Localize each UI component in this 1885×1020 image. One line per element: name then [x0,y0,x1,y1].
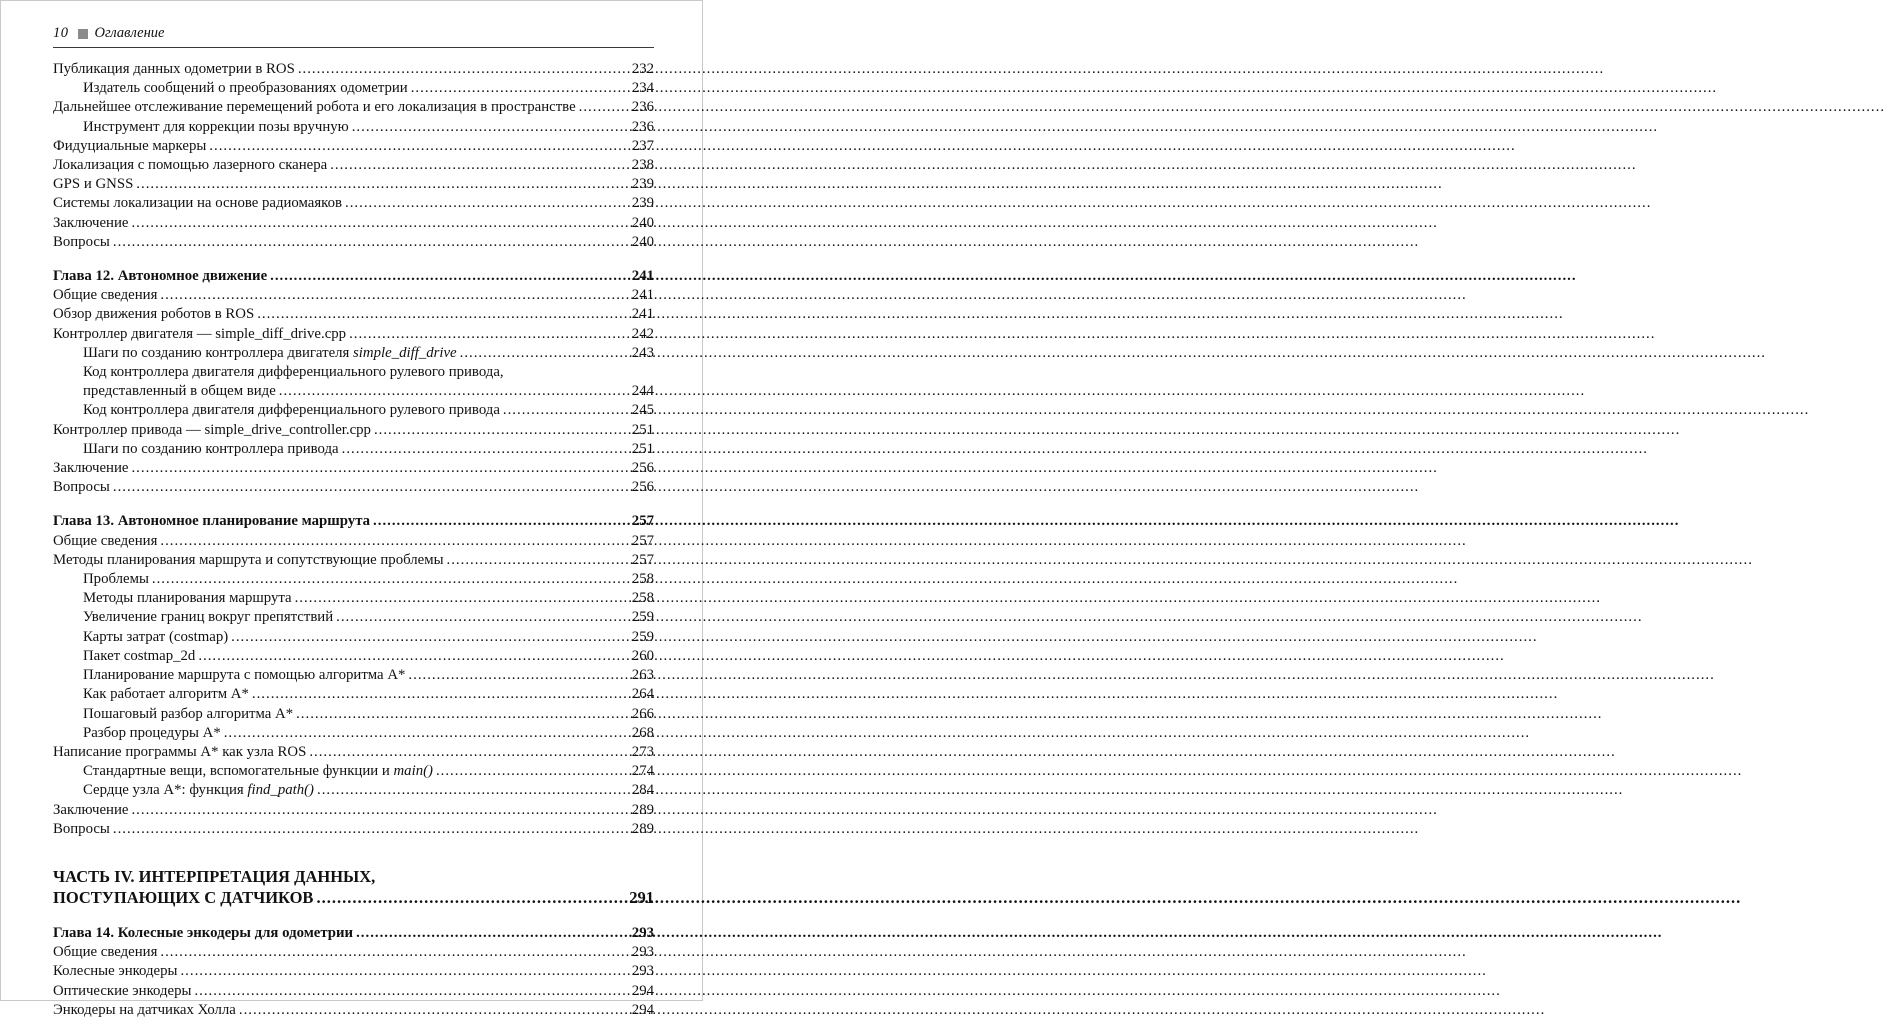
toc-entry-row [53,98,654,117]
toc-entry-label [83,724,221,743]
toc-entry-page: 258 [631,571,654,588]
toc-entry-label [53,194,342,213]
toc-entry-row [53,137,654,156]
toc-entry [53,532,654,551]
dot-leader [231,628,630,647]
toc-entry-label [53,820,110,839]
dot-leader [152,570,630,589]
toc-entry-text: Заключение [53,460,129,477]
toc-entry-page: 273 [631,743,654,760]
toc-entry [53,982,654,1001]
toc-entry-text: Вопросы [53,233,110,250]
toc-entry [53,60,654,79]
toc-entry-text: Общие сведения [53,287,158,304]
toc-entry-row [53,762,654,781]
dot-leader [295,589,630,608]
toc-entry-text: Глава 13. Автономное планирование маршрута [53,513,371,530]
toc-entry-label [83,781,314,800]
dot-leader [160,943,629,962]
page-header [53,25,654,48]
toc-entry [53,781,654,800]
toc-entry-text: Фидуциальные маркеры [53,137,207,154]
toc-entry [53,943,654,962]
toc-entry-text: Шаги по созданию контроллера двигателя [83,344,354,361]
toc-entry-row [53,344,654,363]
toc-page [0,0,703,1018]
toc-entry-label [83,118,349,137]
toc-entry-page: 245 [631,402,654,419]
toc-entry [53,233,654,252]
toc-entry-row [53,551,654,570]
toc-entry-row [53,781,654,800]
toc-entry-label [53,60,295,79]
dot-leader [345,194,630,213]
toc-entry [53,194,654,213]
toc-list [53,60,654,1020]
toc-entry-page: 257 [631,551,654,568]
toc-entry [53,175,654,194]
dot-leader [436,762,630,781]
dot-leader [160,532,629,551]
toc-entry-text: Системы локализации на основе радиомаяков [53,195,343,212]
toc-entry-text: Локализация с помощью лазерного сканера [53,157,328,174]
toc-entry-text: Методы планирования маршрута и сопутствующие проблемы [53,551,444,568]
toc-entry-page: 293 [631,963,654,980]
toc-entry-label [53,801,128,820]
toc-entry-page: 240 [631,214,654,231]
toc-entry-text: Пошаговый разбор алгоритма A* [83,705,294,722]
dot-leader [373,512,630,531]
toc-entry-text: представленный в общем виде [83,383,276,400]
toc-entry-text: Колесные энкодеры [53,963,178,980]
toc-entry-label [53,943,157,962]
toc-entry [53,478,654,497]
toc-entry-page: 293 [631,944,654,961]
toc-entry-row [53,214,654,233]
toc-entry [53,1001,654,1020]
toc-entry-row [53,60,654,79]
toc-entry [53,666,654,685]
toc-entry [53,762,654,781]
toc-entry-label [83,344,457,363]
toc-entry-line: ЧАСТЬ IV. ИНТЕРПРЕТАЦИЯ ДАННЫХ, [53,866,376,886]
toc-entry-row [53,440,654,459]
page-title: Оглавление [94,25,165,41]
toc-entry-label [53,982,191,1001]
dot-leader [447,551,630,570]
toc-entry-label [53,924,353,943]
toc-entry-label [53,421,371,440]
toc-entry-label [53,478,110,497]
dot-leader [356,924,630,943]
toc-entry-label [83,608,333,627]
toc-entry-label [53,175,133,194]
toc-entry-label [83,79,408,98]
dot-leader [349,325,630,344]
toc-entry [53,421,654,440]
toc-entry [53,608,654,627]
toc-entry-text: main() [393,763,433,780]
toc-entry-label [53,962,177,981]
toc-entry [53,79,654,98]
toc-entry-row [53,118,654,137]
dot-leader [352,118,630,137]
toc-entry-page: 251 [631,440,654,457]
toc-entry-label [53,887,313,909]
toc-entry-text: Дальнейшее отслеживание перемещений робота и его локализация в пространстве [53,99,576,116]
toc-entry-page: 268 [631,724,654,741]
toc-entry-text: Увеличение границ вокруг препятствий [83,609,334,626]
dot-leader [579,98,630,117]
dot-leader [224,724,630,743]
toc-entry [53,820,654,839]
toc-entry-text: Сердце узла A*: функция [83,782,248,799]
toc-entry-text: Глава 14. Колесные энкодеры для одометрии [53,924,354,941]
dot-leader [160,286,629,305]
toc-entry-row [53,743,654,762]
toc-entry-page: 289 [631,801,654,818]
toc-entry-text: Энкодеры на датчиках Холла [53,1001,236,1018]
toc-entry-page: 240 [631,233,654,250]
toc-entry [53,325,654,344]
dot-leader [131,801,629,820]
toc-entry [53,286,654,305]
dot-leader [113,478,630,497]
toc-entry-page: 239 [631,195,654,212]
toc-entry [53,305,654,324]
toc-entry-label [83,628,228,647]
toc-entry [53,685,654,704]
toc-entry-row [53,267,654,286]
toc-entry-page: 237 [631,137,654,154]
toc-entry-row [53,887,654,909]
toc-entry-page: 257 [631,532,654,549]
toc-entry-page: 244 [631,383,654,400]
toc-heading-entry [53,866,654,909]
toc-entry-label [53,267,267,286]
toc-entry-label [53,743,306,762]
toc-entry-row [53,608,654,627]
toc-heading-entry [53,512,654,531]
toc-entry-line: Код контроллера двигателя дифференциального рулевого привода, [83,364,504,381]
toc-entry-row [53,628,654,647]
toc-entry-row [53,421,654,440]
toc-entry-text: find_path() [247,782,314,799]
toc-entry [53,705,654,724]
toc-entry-page: 238 [631,157,654,174]
toc-entry-label [53,286,157,305]
toc-entry-label [83,589,292,608]
toc-entry-page: 234 [631,80,654,97]
toc-entry-label [53,156,327,175]
toc-entry-page: 256 [631,479,654,496]
toc-entry [53,156,654,175]
page-number: 10 [53,25,69,41]
toc-entry [53,214,654,233]
toc-entry-row [53,820,654,839]
dot-leader [503,401,630,420]
toc-entry-row [53,589,654,608]
toc-entry-label [53,325,346,344]
toc-entry-label [83,401,500,420]
toc-entry-row [53,156,654,175]
toc-entry-page: 263 [631,667,654,684]
toc-entry-page: 259 [631,609,654,626]
dot-leader [270,267,630,286]
toc-entry-row [53,401,654,420]
toc-entry [53,647,654,666]
toc-entry-row [53,512,654,531]
toc-entry-text: Обзор движения роботов в ROS [53,306,255,323]
dot-leader [336,608,630,627]
toc-entry-text: Контроллер привода — simple_drive_controller.cpp [53,421,371,438]
toc-entry-text: simple_diff_drive [353,344,457,361]
dot-leader [317,781,630,800]
dot-leader [316,887,627,909]
toc-entry-label [83,705,293,724]
dot-leader [298,60,630,79]
toc-entry-page: 256 [631,460,654,477]
toc-entry [53,628,654,647]
toc-entry [53,344,654,363]
toc-entry-page: 242 [631,325,654,342]
toc-entry-label [83,647,195,666]
dot-leader [180,962,629,981]
toc-entry-text: Шаги по созданию контроллера привода [83,440,339,457]
toc-entry-row [53,962,654,981]
square-bullet-icon [78,29,88,39]
toc-entry-page: 264 [631,686,654,703]
dot-leader [374,421,630,440]
toc-entry-label [53,98,576,117]
toc-entry-page: 232 [631,61,654,77]
toc-entry-label [53,137,206,156]
toc-entry [53,801,654,820]
toc-entry-text: Написание программы A* как узла ROS [53,743,307,760]
toc-entry-label [53,1001,236,1020]
toc-entry-row [53,286,654,305]
toc-entry-label [83,440,339,459]
dot-leader [131,459,629,478]
toc-entry-page: 236 [631,118,654,135]
toc-entry-text: Заключение [53,214,129,231]
toc-entry-row [53,647,654,666]
toc-heading-entry [53,267,654,286]
toc-entry [53,551,654,570]
toc-entry-label [83,570,149,589]
toc-entry-text: Карты затрат (costmap) [83,628,229,645]
toc-entry-text: Глава 12. Автономное движение [53,268,268,285]
toc-entry-text: Стандартные вещи, вспомогательные функции и [83,763,394,780]
toc-entry-text: GPS и GNSS [53,176,134,193]
toc-entry-text: Контроллер двигателя — simple_diff_drive.cpp [53,325,347,342]
toc-entry-row [53,532,654,551]
toc-entry-page: 241 [631,287,654,304]
dot-leader [136,175,630,194]
toc-entry-row [53,801,654,820]
toc-entry-row [53,233,654,252]
toc-entry-page: 241 [631,306,654,323]
toc-entry-text: Пакет costmap_2d [83,647,196,664]
toc-entry-page: 291 [629,888,654,908]
toc-entry-text: Методы планирования маршрута [83,590,292,607]
toc-entry-page: 241 [631,268,654,285]
dot-leader [330,156,630,175]
dot-leader [279,382,630,401]
toc-entry-row [53,685,654,704]
dot-leader [411,79,630,98]
toc-entry-label [83,685,249,704]
toc-entry [53,459,654,478]
toc-entry-row [53,724,654,743]
toc-entry-text: ПОСТУПАЮЩИХ С ДАТЧИКОВ [53,888,314,908]
dot-leader [408,666,629,685]
toc-entry-page: 289 [631,820,654,837]
toc-entry [53,118,654,137]
toc-entry [53,401,654,420]
toc-entry-label [53,532,157,551]
toc-entry-page: 239 [631,176,654,193]
dot-leader [342,440,630,459]
dot-leader [460,344,630,363]
toc-entry-text: Оптические энкодеры [53,982,192,999]
toc-entry-text: Код контроллера двигателя дифференциального рулевого привода [83,402,500,419]
dot-leader [131,214,629,233]
toc-entry [53,570,654,589]
toc-entry-text: Инструмент для коррекции позы вручную [83,118,349,135]
toc-entry-label [53,214,128,233]
toc-entry-label [53,551,444,570]
toc-entry [53,363,654,401]
toc-entry [53,589,654,608]
toc-entry-text: Издатель сообщений о преобразованиях одометрии [83,80,408,97]
toc-entry-row [53,924,654,943]
toc-entry [53,137,654,156]
toc-entry-label [53,305,254,324]
dot-leader [113,233,630,252]
toc-entry-row [53,1001,654,1020]
dot-leader [257,305,630,324]
toc-entry-text: Вопросы [53,479,110,496]
toc-entry-row [53,705,654,724]
toc-entry [53,440,654,459]
toc-entry-text: Заключение [53,801,129,818]
toc-entry [53,962,654,981]
toc-entry-page: 293 [631,924,654,941]
toc-entry-row [53,194,654,213]
toc-entry-label [53,459,128,478]
toc-entry-label [53,512,370,531]
toc-entry-text: Вопросы [53,820,110,837]
dot-leader [198,647,629,666]
toc-entry-page: 243 [631,344,654,361]
toc-entry-page: 251 [631,421,654,438]
toc-entry-label [53,233,110,252]
toc-entry-page: 266 [631,705,654,722]
toc-entry-row [53,305,654,324]
toc-entry-page: 260 [631,647,654,664]
dot-leader [309,743,629,762]
toc-entry [53,98,654,117]
toc-entry-page: 236 [631,99,654,116]
toc-entry-page: 284 [631,782,654,799]
toc-entry-label [83,666,405,685]
toc-entry-text: Как работает алгоритм A* [83,686,249,703]
toc-entry-text: Планирование маршрута с помощью алгоритма A* [83,667,406,684]
dot-leader [296,705,630,724]
toc-entry-row [53,79,654,98]
toc-entry-row [53,666,654,685]
toc-entry-label [83,762,433,781]
dot-leader [239,1001,630,1020]
toc-entry-page: 294 [631,1001,654,1018]
dot-leader [209,137,630,156]
toc-entry-row [53,478,654,497]
dot-leader [252,685,630,704]
toc-entry-row [53,943,654,962]
toc-entry-page: 257 [631,513,654,530]
dot-leader [194,982,629,1001]
toc-entry-row [53,325,654,344]
toc-entry-row [53,175,654,194]
toc-entry-row [53,459,654,478]
toc-entry-row [53,382,654,401]
toc-entry-row [53,570,654,589]
toc-entry-text: Разбор процедуры A* [83,724,221,741]
toc-entry-text: Общие сведения [53,532,158,549]
toc-entry-page: 258 [631,590,654,607]
toc-heading-entry [53,924,654,943]
toc-entry [53,724,654,743]
toc-entry-row [53,982,654,1001]
toc-entry-text: Общие сведения [53,944,158,961]
toc-entry-page: 259 [631,628,654,645]
dot-leader [113,820,630,839]
toc-entry-label [83,382,276,401]
toc-entry-text: Проблемы [83,571,149,588]
toc-entry [53,743,654,762]
toc-entry-page: 294 [631,982,654,999]
toc-entry-text: Публикация данных одометрии в ROS [53,61,295,77]
toc-entry-page: 274 [631,763,654,780]
